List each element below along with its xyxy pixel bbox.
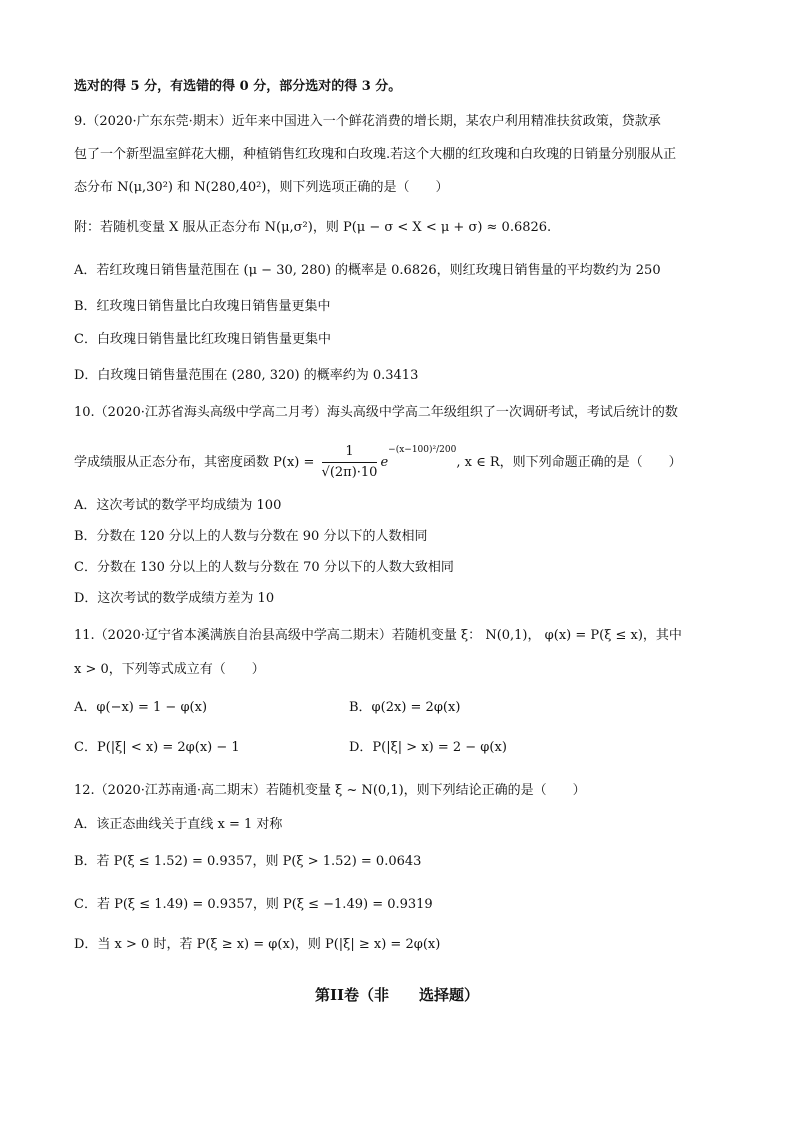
q9-stem-line2: 包了一个新型温室鲜花大棚，种植销售红玫瑰和白玫瑰.若这个大棚的红玫瑰和白玫瑰的日销量分别服从正 [74,147,677,162]
exp-exponent: −(x−100)²/200 [388,445,457,455]
q10-option-c: C．分数在 130 分以上的人数与分数在 70 分以下的人数大致相同 [74,560,454,575]
q10-stem-line2 [74,440,682,483]
q12-option-d: D．当 x > 0 时，若 P(ξ ≥ x) = φ(x)，则 P(|ξ| ≥ x) = 2φ(x) [74,937,441,952]
q10-stem-line1: 10.（2020·江苏省海头高级中学高二月考）海头高级中学高二年级组织了一次调研考试，考试后统计的数 [74,405,678,420]
q9-stem-line3: 态分布 N(μ,30²) 和 N(280,40²)，则下列选项正确的是（ ） [74,180,449,195]
q11-option-b: B．φ(2x) = 2φ(x) [349,700,461,715]
q11-option-c: C．P(|ξ| < x) = 2φ(x) − 1 [74,740,240,755]
q11-stem-line1: 11.（2020·辽宁省本溪满族自治县高级中学高二期末）若随机变量 ξ： N(0,1)， φ(x) = P(ξ ≤ x)，其中 [74,628,682,643]
exp-base: e [380,455,389,470]
q11-stem-line2: x > 0，下列等式成立有（ ） [74,662,265,677]
q9-option-a: A．若红玫瑰日销售量范围在 (μ − 30, 280) 的概率是 0.6826，则红玫瑰日销售量的平均数约为 250 [74,263,661,278]
fraction-numerator: 1 [322,442,378,463]
q11-option-d: D．P(|ξ| > x) = 2 − φ(x) [349,740,507,755]
section-title: 第II卷（非 选择题） [314,986,480,1004]
scoring-rule: 选对的得 5 分，有选错的得 0 分，部分选对的得 3 分。 [74,79,402,94]
q12-option-b: B．若 P(ξ ≤ 1.52) = 0.9357，则 P(ξ > 1.52) = 0.0643 [74,854,422,869]
q9-option-d: D．白玫瑰日销售量范围在 (280, 320) 的概率约为 0.3413 [74,368,419,383]
q12-option-c: C．若 P(ξ ≤ 1.49) = 0.9357，则 P(ξ ≤ −1.49) = 0.9319 [74,897,433,912]
q10-option-d: D．这次考试的数学成绩方差为 10 [74,591,275,606]
q10-option-b: B．分数在 120 分以上的人数与分数在 90 分以下的人数相同 [74,529,428,544]
density-fraction [322,442,378,483]
q10-stem-prefix: 学成绩服从正态分布，其密度函数 P(x) = [74,455,315,470]
q9-stem-line1: 9.（2020·广东东莞·期末）近年来中国进入一个鲜花消费的增长期，某农户利用精准扶贫政策，贷款承 [74,114,661,129]
fraction-denominator: √(2π)·10 [321,465,378,480]
q9-note: 附：若随机变量 X 服从正态分布 N(μ,σ²)，则 P(μ − σ < X < μ + σ) ≈ 0.6826. [74,220,552,235]
q12-stem: 12.（2020·江苏南通·高二期末）若随机变量 ξ ~ N(0,1)，则下列结论正确的是（ ） [74,783,586,798]
q9-option-c: C．白玫瑰日销售量比红玫瑰日销售量更集中 [74,332,331,347]
q9-option-b: B．红玫瑰日销售量比白玫瑰日销售量更集中 [74,299,331,314]
q12-option-a: A．该正态曲线关于直线 x = 1 对称 [74,817,283,832]
q10-stem-suffix: , x ∈ R，则下列命题正确的是（ ） [456,455,682,470]
q11-option-a: A．φ(−x) = 1 − φ(x) [74,700,208,715]
q10-option-a: A．这次考试的数学平均成绩为 100 [74,498,282,513]
